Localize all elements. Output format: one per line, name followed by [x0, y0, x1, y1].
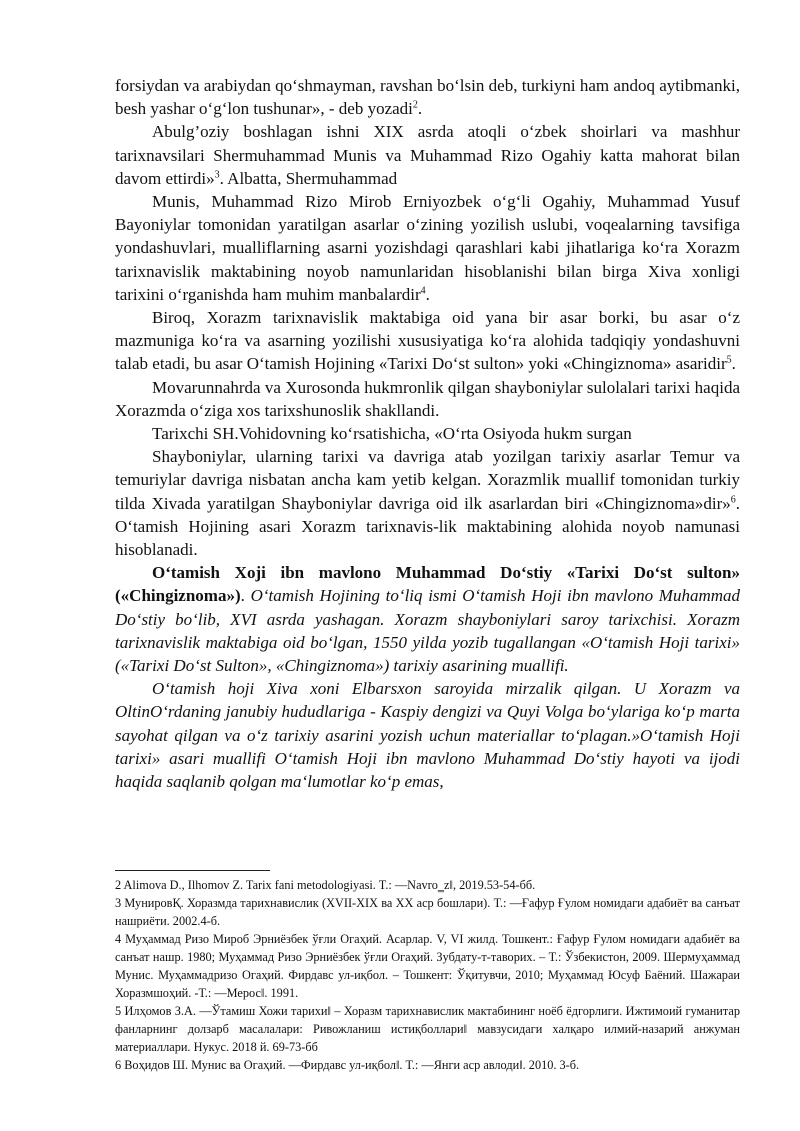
paragraph-7: Shayboniylar, ularning tarixi va davriga atab yozilgan tarixiy asarlar Temur va temuriylar davriga nisbatan ancha kam yetib kelgan. Xorazmlik muallif tomonidan turkiy tilda Xivada yaratilgan Shayboniylar davriga oid ilk asarlardan biri «Chingiznoma»dir»$^6$. Oʻtamish Hojining asari Xorazm tarixnavis-lik maktabining alohida noyob namunasi hisoblanadi. — [115, 447, 740, 560]
paragraph-9: Oʻtamish hoji Xiva xoni Elbarsxon saroyida mirzalik qilgan. U Xorazm va OltinOʻrdaning janubiy hududlariga - Kaspiy dengizi va Quyi Volga boʻylariga koʻp marta sayohat qilgan va oʻz tarixiy asarini yozish uchun materiallar toʻplagan.»Oʻtamish Hoji tarixi» asari muallifi Oʻtamish Hoji ibn mavlono Muhammad Doʻstiy hayoti va ijodi haqida saqlanib qolgan maʻlumotlar koʻp emas, — [115, 679, 740, 792]
footnote-ref-6[interactable]: 6 — [730, 494, 736, 505]
footnote-ref-4[interactable]: 4 — [420, 285, 426, 297]
footnote-3: 3 МунировҚ. Хоразмда тарихнавислик (XVII-XIX ва XX аср бошлари). Т.: ―Ғафур Ғулом номидаги адабиёт ва санъат нашриёти. 2002.4-б. — [115, 896, 740, 928]
paragraph-6: Tarixchi SH.Vohidovning koʻrsatishicha, «Oʻrta Osiyoda hukm surgan — [152, 424, 632, 444]
footnote-ref-5[interactable]: 5 — [726, 354, 732, 366]
footnote-ref-3[interactable]: 3 — [214, 169, 220, 181]
paragraph-8: Oʻtamish Xoji ibn mavlono Muhammad Doʻstiy «Tarixi Doʻst sulton» («Chingiznoma»). Oʻtamish Hojining toʻliq ismi Oʻtamish Hoji ibn mavlono Muhammad Doʻstiy boʻlib, XVI asrda yashagan. Xorazm shayboniylari saroy tarixchisi. Xorazm tarixnavislik maktabiga oid boʻlgan, 1550 yilda yozib tugallangan «Oʻtamish Hoji tarixi» («Tarixi Doʻst Sulton», «Chingiznoma») tarixiy asarining muallifi. — [115, 563, 740, 676]
footnote-5: 5 Илҳомов З.А. ―Ўтамиш Хожи тарихиǁ – Хоразм тарихнавислик мактабининг ноёб ёдгорлиги. Ижтимоий гуманитар фанларнинг долзарб масалалари: Ривожланиш истиқболлариǁ мавзусидаги халқаро илмий-назарий анжуман материаллари. Нукус. 2018 й. 69-73-бб — [115, 1004, 740, 1054]
footnote-4: 4 Муҳаммад Ризо Мироб Эрниёзбек ўғли Огаҳий. Асарлар. V, VI жилд. Тошкент.: Ғафур Ғулом номидаги адабиёт ва санъат нашр. 1980; Муҳаммад Ризо Эрниёзбек ўғли Огаҳий. Зубдату-т-таворих. – Т.: Ўзбекистон, 2009. Шермуҳаммад Мунис. Муҳаммадризо Огаҳий. Фирдавс ул-иқбол. – Тошкент: Ўқитувчи, 2010; Муҳаммад Юсуф Баёний. Шажараи Хоразмшоҳий. -Т.: ―Меросǁ. 1991. — [115, 932, 740, 1000]
paragraph-2: Abulg’oziy boshlagan ishni XIX asrda atoqli oʻzbek shoirlari va mashhur tarixnavsilari Shermuhammad Munis va Muhammad Rizo Ogahiy katta mahorat bilan davom ettirdi»$^3$. Albatta, Shermuhammad — [115, 122, 740, 188]
paragraph-4: Biroq, Xorazm tarixnavislik maktabiga oid yana bir asar borki, bu asar oʻz mazmuniga koʻra va asarning yozilishi xususiyatiga koʻra alohida tadqiqiy yondashuvni talab etadi, bu asar Oʻtamish Hojining «Tarixi Doʻst sulton» yoki «Chingiznoma» asaridir$^5$. — [115, 308, 740, 374]
footnote-2: 2 Alimova D., Ilhomov Z. Tarix fani metodologiyasi. T.: ―Navro‗zǁ, 2019.53-54-бб. — [115, 878, 536, 892]
paragraph-1: forsiydan va arabiydan qoʻshmayman, ravshan boʻlsin deb, turkiyni ham andoq aytibmanki, besh yashar oʻgʻlon tushunar», - deb yozadi$^2$. — [115, 76, 740, 119]
section-heading: Oʻtamish Xoji ibn mavlono Muhammad Doʻstiy «Tarixi Doʻst sulton» («Chingiznoma») — [115, 563, 740, 606]
paragraph-5: Movarunnahrda va Xurosonda hukmronlik qilgan shayboniylar sulolalari tarixi haqida Xorazmda oʻziga xos tarixshunoslik shakllandi. — [115, 377, 740, 420]
footnote-6: 6 Воҳидов Ш. Мунис ва Огаҳий. ―Фирдавс ул-иқболǁ. Т.: ―Янги аср авлодиǁ. 2010. 3-б. — [115, 1058, 580, 1072]
footnote-divider — [115, 870, 270, 871]
footnotes — [115, 876, 740, 1074]
main-text — [115, 74, 740, 793]
footnote-ref-2[interactable]: 2 — [412, 99, 418, 111]
paragraph-3: Munis, Muhammad Rizo Mirob Erniyozbek oʻgʻli Ogahiy, Muhammad Yusuf Bayoniylar tomonidan yaratilgan asarlar oʻzining yozilish uslubi, voqealarning tavsifiga yondashuvlari, mualliflarning asarni yozishdagi qarashlari kabi jihatlariga koʻra Xorazm tarixnavislik maktabining noyob namunlaridan hisoblanishi bilan birga Xiva xonligi tarixini oʻrganishda ham muhim manbalardir$^4$. — [115, 192, 740, 304]
